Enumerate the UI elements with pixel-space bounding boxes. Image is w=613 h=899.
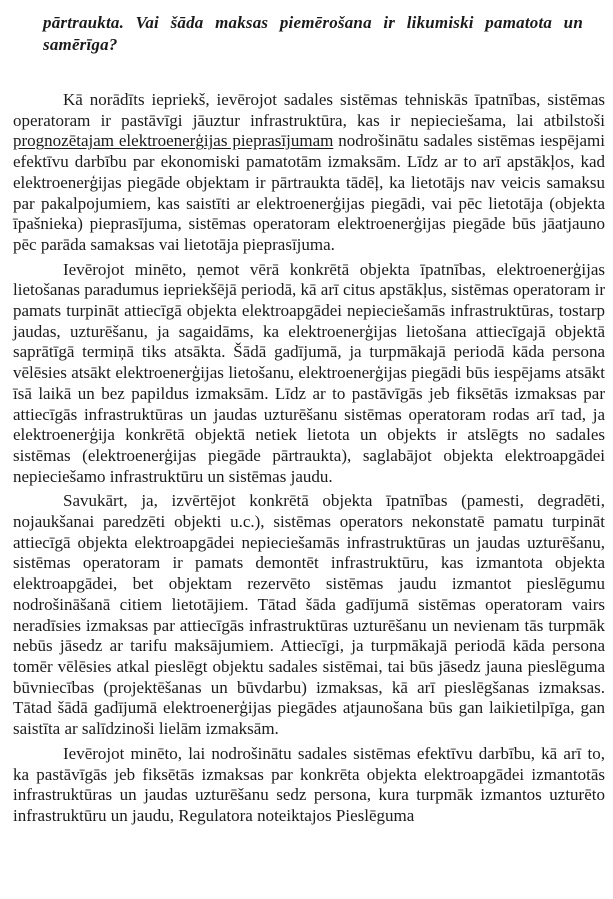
paragraph-1	[13, 90, 605, 256]
paragraph-3: Savukārt, ja, izvērtējot konkrētā objekta īpatnības (pamesti, degradēti, nojaukšanai paredzēti objekti u.c.), sistēmas operators nekonstatē pamatu turpināt attiecīgā objekta elektroapgādei nepieciešamās infrastruktūras un jaudas uzturēšanu, sistēmas operatoram ir pamats demontēt infrastruktūru, kas izmantota objekta elektroapgādei, bet objektam rezervēto sistēmas jaudu izmantot pieslēgumu nodrošināšanā citiem lietotājiem. Tātad šāda gadījumā sistēmas operatoram vairs neradīsies izmaksas par attiecīgās infrastruktūras uzturēšanu un nevienam tās turpmāk nebūs jāsedz ar tarifu maksājumiem. Attiecīgi, ja turpmākajā periodā kāda persona tomēr vēlēsies atkal pieslēgt objektu sadales sistēmai, tai būs jāsedz jauna pieslēguma būvniecības (projektēšanas un būvdarbu) izmaksas, kā arī pieslēgšanas izmaksas. Tātad šādā gadījumā elektroenerģijas piegādes atjaunošana būs gan laikietilpīga, gan saistīta ar salīdzinoši lielām izmaksām.	[13, 491, 605, 739]
paragraph-4: Ievērojot minēto, lai nodrošinātu sadales sistēmas efektīvu darbību, kā arī to, ka pastāvīgās jeb fiksētās izmaksas par konkrēta objekta elektroapgādei izmantotās infrastruktūras un jaudas uzturēšanu sedz persona, kura turpmāk izmantos uzturēto infrastruktūru un jaudu, Regulatora noteiktajos Pieslēguma	[13, 743, 605, 825]
paragraph-1-text-before: Kā norādīts iepriekš, ievērojot sadales sistēmas tehniskās īpatnības, sistēmas operatoram ir pastāvīgi jāuztur infrastruktūra, kas ir nepieciešama, lai atbilstoši	[13, 90, 605, 130]
paragraph-1-text-after: nodrošinātu sadales sistēmas iespējami efektīvu darbību par ekonomiski pamatotām izmaksām. Līdz ar to arī apstākļos, kad elektroenerģijas piegāde objektam ir pārtraukta tādēļ, ka lietotājs nav veicis samaksu par pakalpojumiem, kas saistīti ar elektroenerģijas piegādi, vai pēc lietotāja (objekta īpašnieka) pieprasījuma, sistēmas operatoram elektroenerģijas piegāde būs jāatjauno pēc parāda samaksas vai lietotāja pieprasījuma.	[13, 131, 605, 254]
paragraph-1-underlined-phrase: prognozētajam elektroenerģijas pieprasījumam	[13, 131, 334, 151]
paragraph-2: Ievērojot minēto, ņemot vērā konkrētā objekta īpatnības, elektroenerģijas lietošanas paradumus iepriekšējā periodā, kā arī citus apstākļus, sistēmas operatoram ir pamats turpināt attiecīgā objekta elektroapgādei nepieciešamās infrastruktūras, tostarp jaudas, uzturēšanu, ja sagaidāms, ka elektroenerģijas lietošana attiecīgajā objektā saprātīgā termiņā tiks atsākta. Šādā gadījumā, ja turpmākajā periodā kāda persona vēlēsies atsākt elektroenerģijas lietošanu, elektroenerģijas piegādi būs iespējams atsākt īsā laikā un bez papildus izmaksām. Līdz ar to pastāvīgās jeb fiksētās izmaksas par attiecīgās infrastruktūras un jaudas uzturēšanu sistēmas operatoram rodas arī tad, ja elektroenerģija konkrētā objektā netiek lietota un objekts ir atslēgts no sadales sistēmas (elektroenerģijas piegāde pārtraukta), saglabājot objekta elektroapgādei nepieciešamo infrastruktūru un sistēmas jaudu.	[13, 259, 605, 486]
question-heading: pārtraukta. Vai šāda maksas piemērošana ir likumiski pamatota un samērīga?	[43, 13, 583, 54]
